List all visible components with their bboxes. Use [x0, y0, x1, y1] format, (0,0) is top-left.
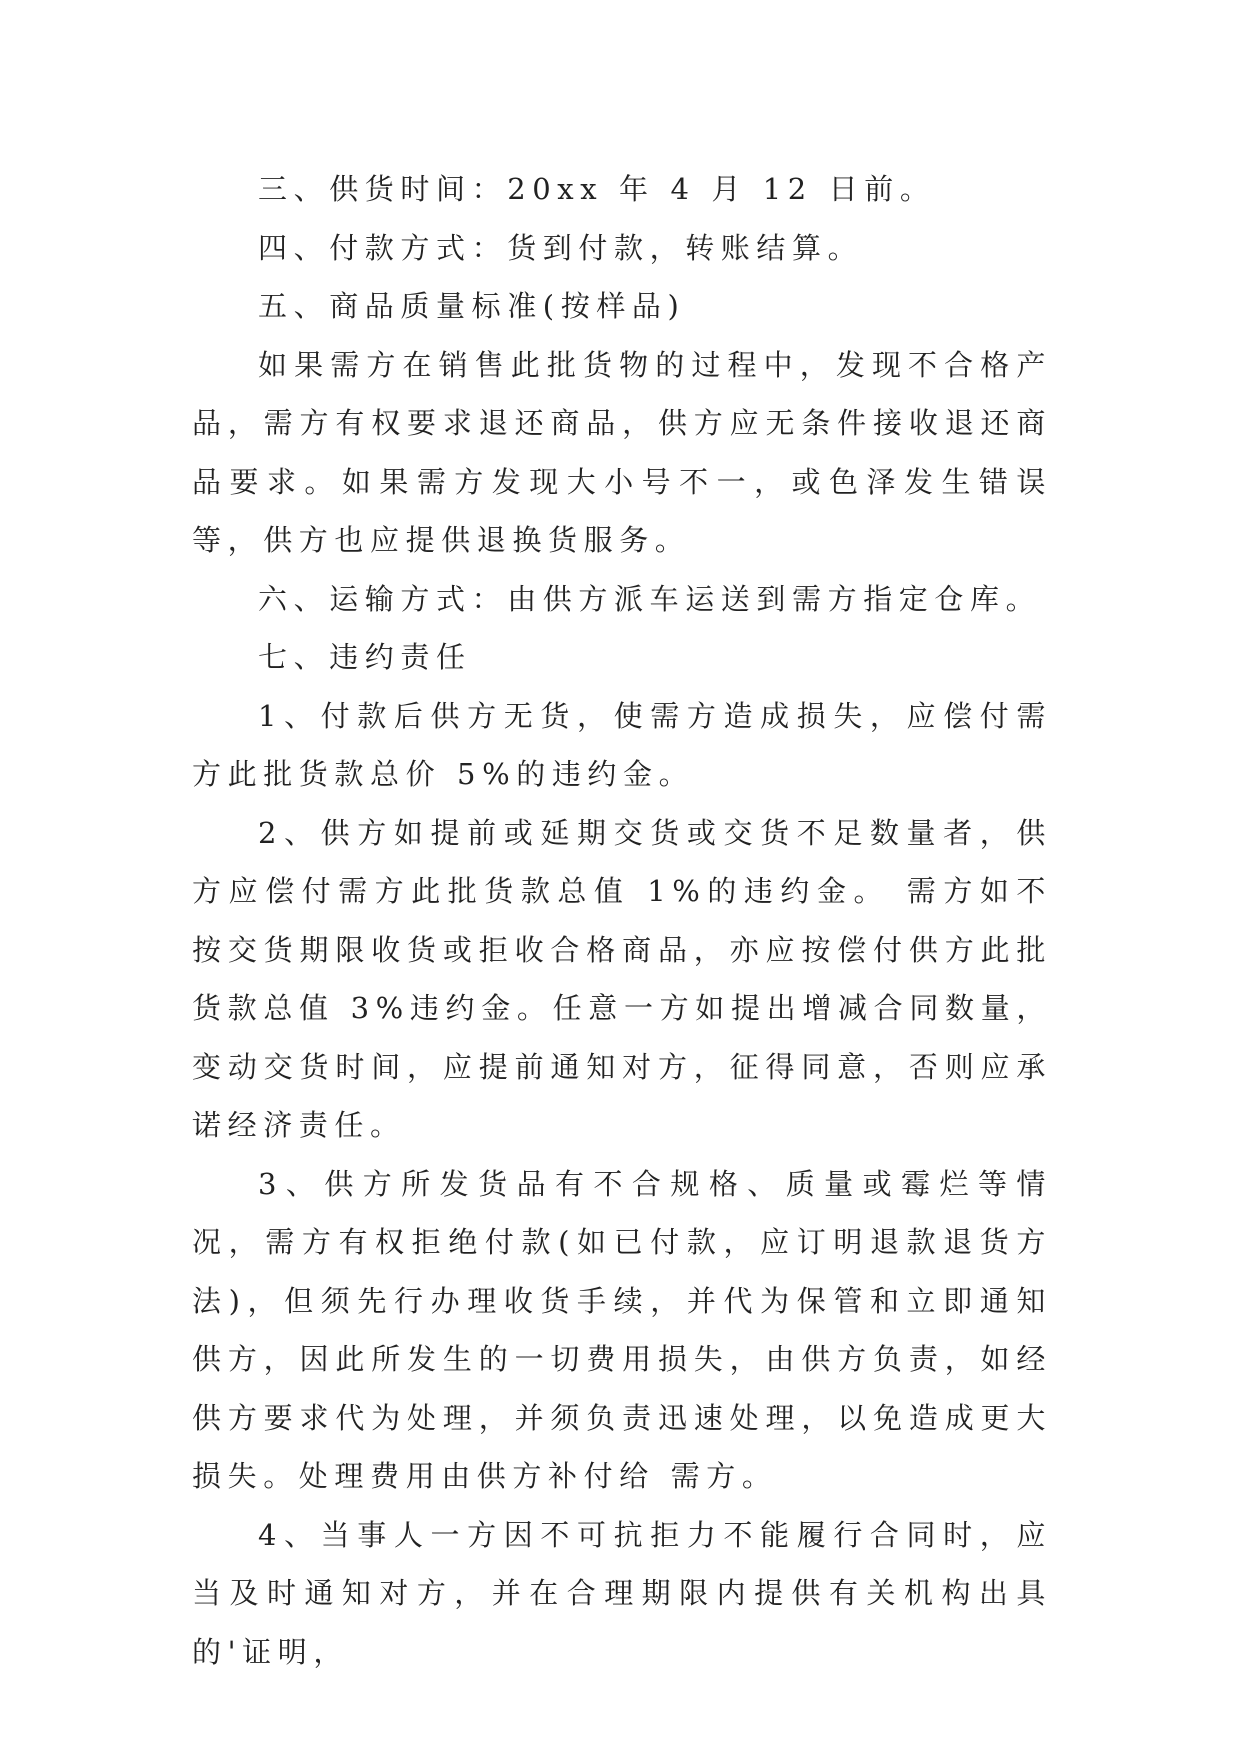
clause-transport-method: 六、运输方式：由供方派车运送到需方指定仓库。: [258, 581, 1042, 616]
clause-supply-time: 三、供货时间：20xx 年 4 月 12 日前。: [258, 172, 936, 206]
clause-payment-method: 四、付款方式：货到付款，转账结算。: [258, 230, 864, 265]
liability-item-3: 3、供方所发货品有不合规格、质量或霉烂等情况，需方有权拒绝付款(如已付款，应订明退款退货方法)，但须先行办理收货手续，并代为保管和立即通知供方，因此所发生的一切费用损失，由供方负责，如经供方要求代为处理，并须负责迅速处理，以免造成更大损失。处理费用由供方补付给 需方。: [192, 1166, 1052, 1493]
liability-item-4: 4、当事人一方因不可抗拒力不能履行合同时，应当及时通知对方，并在合理期限内提供有关机构出具的'证明，: [192, 1517, 1052, 1669]
paragraph-return-policy: 如果需方在销售此批货物的过程中，发现不合格产品，需方有权要求退还商品，供方应无条件接收退还商品要求。如果需方发现大小号不一，或色泽发生错误等，供方也应提供退换货服务。: [192, 347, 1052, 557]
document-body: [192, 160, 1052, 1681]
liability-item-2: 2、供方如提前或延期交货或交货不足数量者，供方应偿付需方此批货款总值 1%的违约金。 需方如不按交货期限收货或拒收合格商品，亦应按偿付供方此批货款总值 3%违约金。任意一方如提出增减合同数量，变动交货时间，应提前通知对方，征得同意，否则应承诺经济责任。: [192, 815, 1052, 1142]
clause-breach-liability: 七、违约责任: [258, 640, 472, 674]
clause-quality-standard: 五、商品质量标准(按样品): [258, 289, 686, 323]
liability-item-1: 1、付款后供方无货，使需方造成损失，应偿付需方此批货款总价 5%的违约金。: [192, 698, 1052, 791]
